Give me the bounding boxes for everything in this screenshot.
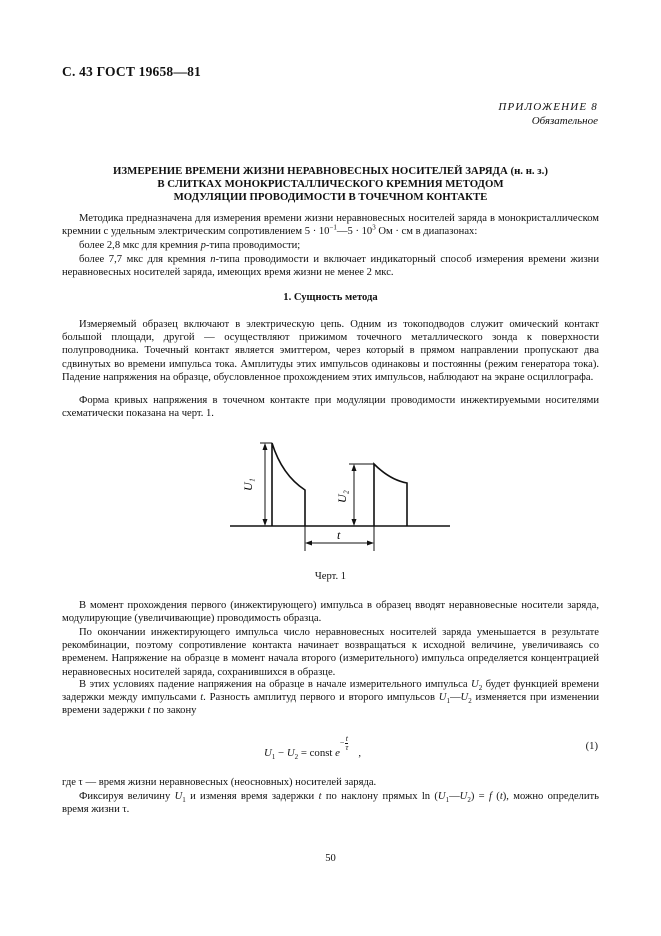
- appendix-label: [498, 100, 598, 128]
- title-line-3: МОДУЛЯЦИИ ПРОВОДИМОСТИ В ТОЧЕЧНОМ КОНТАКТЕ: [173, 191, 488, 203]
- body-paragraph-2: По окончании инжектирующего импульса число неравновесных носителей заряда уменьшается в результате рекомбинации, поэтому сопротивление контакта начинает возвращаться к исходной величине, увеличиваясь со временем. Напряжение на образце в момент начала второго (измерительного) импульса определяется концентрацией неравновесных носителей заряда, сохранившихся в образце.: [62, 627, 599, 678]
- body-paragraph-3: В этих условиях падение напряжения на образце в начале измерительного импульса $U_2$ будет функцией времени задержки между импульсами t. Разность амплитуд первого и второго импульсов $U_1—U_2$ изменяется при изменении времени задержки t по закону: [62, 679, 599, 717]
- document-title: [62, 165, 599, 204]
- t-arrowhead-right: [367, 541, 374, 546]
- label-t: t: [337, 528, 341, 542]
- intro-text: Методика предназначена для измерения времени жизни неравновесных носителей заряда в монокристаллическом кремнии с удельным электрическим сопротивлением: [62, 213, 599, 238]
- pulse-1: [272, 443, 305, 526]
- appendix-number: ПРИЛОЖЕНИЕ 8: [498, 101, 598, 113]
- section-paragraph-2: Форма кривых напряжения в точечном контакте при модуляции проводимости инжектируемыми носителями схематически показана на черт. 1.: [62, 395, 599, 420]
- page-number: 50: [325, 853, 336, 864]
- equation-exponent: − t τ: [339, 734, 349, 752]
- range-a: 5 · 10: [304, 226, 330, 238]
- equation-number: (1): [585, 741, 598, 752]
- range-b-exp: 3: [372, 223, 376, 232]
- range-a-exp: −1: [329, 223, 337, 232]
- u1-arrowhead-top: [263, 443, 268, 450]
- label-u1: U₁: [241, 478, 255, 491]
- intro-paragraph: [62, 212, 599, 238]
- u2-arrowhead-top: [352, 464, 357, 471]
- title-line-1: ИЗМЕРЕНИЕ ВРЕМЕНИ ЖИЗНИ НЕРАВНОВЕСНЫХ НОСИТЕЛЕЙ ЗАРЯДА (н. н. з.): [113, 165, 548, 177]
- body-paragraph-1: В момент прохождения первого (инжектирующего) импульса в образец вводят неравновесные носители заряда, модулирующие (увеличивающие) проводимость образца.: [62, 600, 599, 625]
- u2-arrowhead-bottom: [352, 519, 357, 526]
- title-line-2: В СЛИТКАХ МОНОКРИСТАЛЛИЧЕСКОГО КРЕМНИЯ МЕТОДОМ: [157, 178, 504, 190]
- range-b: —5 · 10: [336, 226, 373, 238]
- pulse-2: [374, 464, 407, 526]
- final-paragraph: Фиксируя величину $U_1$ и изменяя время задержки t по наклону прямых $\ln (U_1—U_2) = f$ (t), можно определить время жизни τ.: [62, 791, 599, 816]
- running-header: С. 43 ГОСТ 19658—81: [62, 64, 201, 79]
- intro-p-type: более 2,8 мкс для кремния p-типа проводимости;: [79, 240, 301, 251]
- intro-n-type: более 7,7 мкс для кремния n-типа проводимости и включает индикаторный способ измерения времени жизни неравновесных носителей заряда, имеющих время жизни не менее 2 мкс.: [62, 254, 599, 279]
- range-tail: Ом · см в диапазонах:: [375, 226, 478, 238]
- pulse-diagram: [230, 433, 450, 553]
- equation-1: $U_1 - U_2$ = const $e^{- \frac{t}{\tau}}$ ,: [264, 734, 362, 762]
- label-u2: U₂: [335, 490, 349, 503]
- appendix-status: Обязательное: [531, 115, 598, 127]
- u1-arrowhead-bottom: [263, 519, 268, 526]
- section-paragraph-1: Измеряемый образец включают в электрическую цепь. Одним из токоподводов служит омический контакт большой площади, другой — осуществляют прижимом точечного металлического зонда к поверхности полупроводника. Точечный контакт является эмиттером, через который в прямом направлении пропускают два сдвинутых во времени импульса тока. Амплитуды этих импульсов одинаковы и постоянны (режим генератора тока). Падение напряжения на образце, обусловленное прохождением этих импульсов, наблюдают на экране осциллографа.: [62, 319, 599, 383]
- where-clause: где τ — время жизни неравновесных (неосновных) носителей заряда.: [62, 777, 377, 788]
- section-heading: 1. Сущность метода: [283, 292, 378, 303]
- t-arrowhead-left: [305, 541, 312, 546]
- figure-caption: Черт. 1: [314, 571, 347, 582]
